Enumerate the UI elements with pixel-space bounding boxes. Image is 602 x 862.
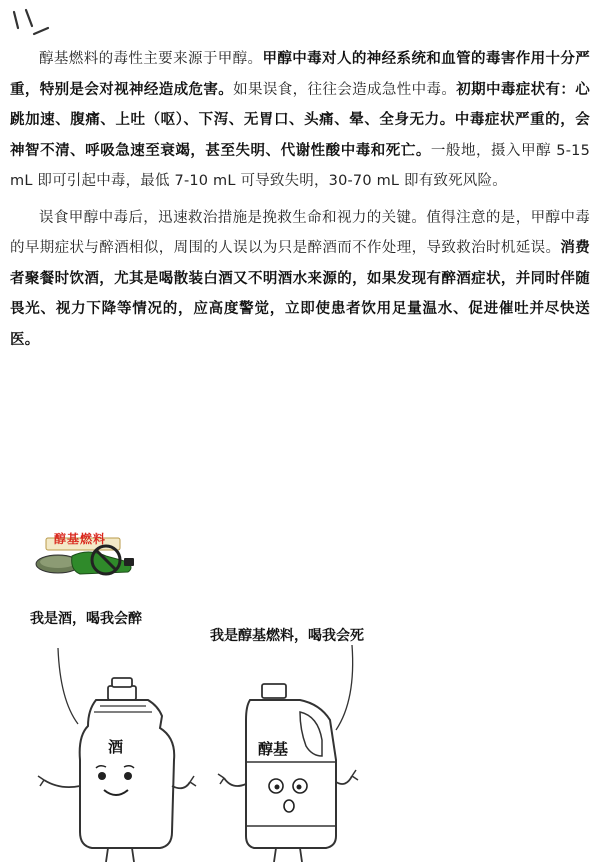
fuel-logo [28, 530, 144, 580]
text-run: 误食甲醇中毒后，迅速救治措施是挽救生命和视力的关键。值得注意的是，甲醇中毒的早期症状与醉酒相似，周围的人误以为只是醉酒而不作处理，导致救治时机延误。 [10, 209, 590, 256]
decorative-strokes-icon [8, 6, 52, 40]
text-run: 醇基燃料的毒性主要来源于甲醇。 [39, 51, 263, 67]
article-body [10, 44, 590, 361]
text-run: 如果误食，往往会造成急性中毒。 [233, 81, 457, 98]
cartoon-bottles [0, 640, 602, 862]
paragraph-toxicity [10, 44, 590, 197]
text-run-bold: 消费者聚餐时饮酒，尤其是喝散装白酒又不明酒水来源的，如果发现有醉酒症状，并同时伴随畏光、视力下降等情况的，应高度警觉，立即使患者饮用足量温水、促进催吐并尽快送医。 [10, 240, 590, 348]
text-run-bold: 初期中毒症状有：心跳加速、腹痛、上吐（呕）、下泻、无胃口、头痛、晕、全身无力。中毒症状严重的，会神智不清、呼吸急速至衰竭，甚至失明、代谢性酸中毒和死亡。 [10, 81, 590, 159]
wine-speech: 我是酒，喝我会醉 [30, 611, 142, 627]
wine-bottle-icon [38, 678, 196, 862]
paragraph-treatment [10, 203, 590, 356]
text-run-bold: 甲醇中毒对人的神经系统和血管的毒害作用十分严重，特别是会对视神经造成危害。 [10, 51, 591, 98]
fuel-jug-label: 醇基 [258, 740, 289, 758]
fuel-jug-icon [218, 684, 358, 862]
logo-title: 醇基燃料 [54, 532, 107, 546]
text-run: 一般地，摄入甲醇 5-15 mL 即可引起中毒，最低 7-10 mL 可导致失明，30-70 mL 即有致死风险。 [10, 142, 590, 189]
fuel-speech: 我是醇基燃料，喝我会死 [210, 628, 364, 644]
wine-bottle-label: 酒 [108, 738, 124, 756]
